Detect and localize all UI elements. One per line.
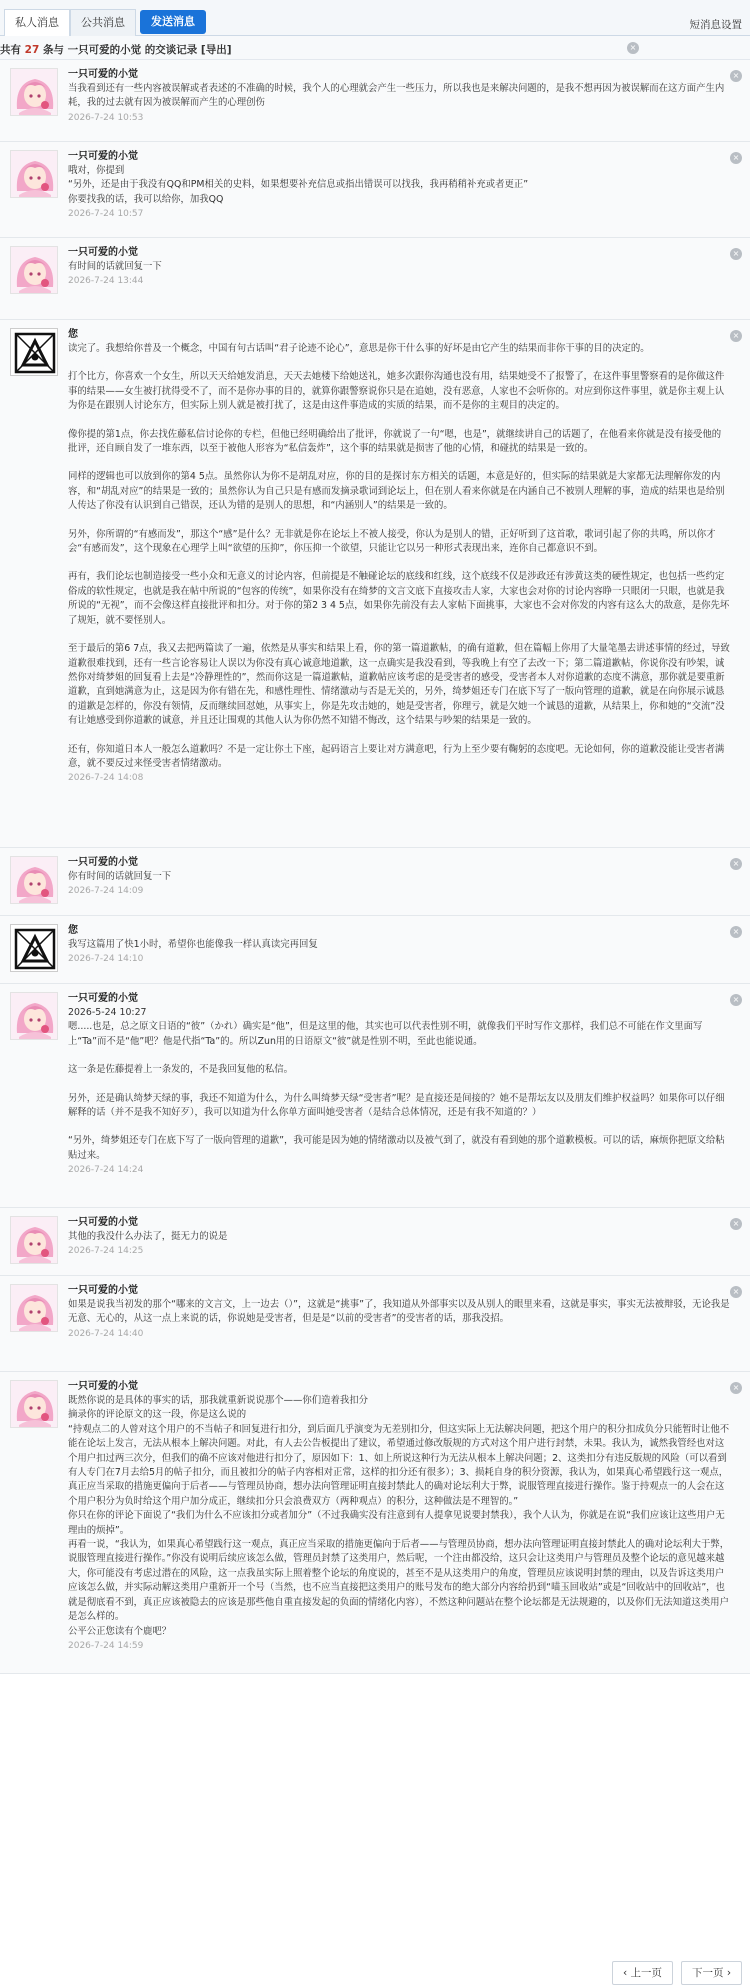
summary-middle: 条与 一只可爱的小觉 的交谈记录 [42, 44, 198, 56]
message-paragraph: 你只在你的评论下面说了“我们为什么不应该扣分或者加分”（不过我确实没有注意到有人提拿见说要封禁我），我个人认为，你就是在说“我们应该让这些用户无理由的烦掉”。 [68, 1510, 725, 1536]
send-message-button[interactable]: 发送消息 [140, 10, 206, 34]
message-paragraph: 再有，我们论坛也制造接受一些小众和无意义的讨论内容，但前提是不触碰论坛的底线和红线，这个底线不仅是涉政还有涉黄这类的硬性规定，也包括一些约定俗成的软性规定，也就是我在帖中所说的“包容的传统”，如果你没有在绮梦的文言文底下直接攻击人家，大家也会对你的讨论内容睁一只眼闭一只眼，也就是我所说的“无视”，而不会像这样直接批评和扣分。对于你的第2 3 4 5点，如果你先前没有去人家帖下面挑事，大家也不会对你发的内容有这么大的敌意，是你先坏了规矩，就不要怪别人。 [68, 571, 730, 626]
message-paragraph: 如果是说我当初发的那个“哪来的文言文，上一边去（）”，这就是“挑事”了，我知道从外部事实以及从别人的眼里来看，这就是事实，事实无法被辩驳，无论我是无意、无心的，从这一点上来说的话，你说她是受害者，但是是“以前的受害者”的受害者的话，那我没招。 [68, 1299, 730, 1325]
message-paragraph: “另外，还是由于我没有QQ和PM相关的史料，如果想要补充信息或指出错误可以找我，我再稍稍补充或者更正” [68, 179, 529, 191]
message-author[interactable]: 您 [68, 925, 78, 936]
next-page-button[interactable]: 下一页 › [681, 1961, 742, 1985]
message-author[interactable]: 您 [68, 329, 78, 340]
message-body [68, 992, 730, 1177]
message-list [0, 60, 750, 1674]
delete-message-icon[interactable]: × [730, 1382, 742, 1394]
delete-message-icon[interactable]: × [730, 858, 742, 870]
message-body [68, 1216, 730, 1258]
message-paragraph: 其他的我没什么办法了，挺无力的说是 [68, 1231, 228, 1242]
black-symbol-avatar[interactable] [10, 328, 58, 376]
anime-girl-avatar[interactable] [10, 150, 58, 198]
message-paragraph: 另外，你所谓的“有感而发”，那这个“感”是什么？无非就是你在论坛上不被人接受，你认为是别人的错，正好听到了这首歌，歌词引起了你的共鸣，所以你才会“有感而发”，这个现象在心理学上叫“欲望的压抑”，你压抑一个欲望，只能让它以另一种形式表现出来，连你自己都意识不到。 [68, 528, 716, 555]
message-item [0, 916, 750, 984]
message-content [68, 938, 730, 952]
message-paragraph: 再看一说，“我认为，如果真心希望践行这一观点，真正应当采取的措施更偏向于后者——与管理员协商，想办法向管理证明直接封禁此人的确对论坛利大于弊，说服管理直接进行操作。”你没有说明后续应该怎么做，管理员封禁了这类用户，然后呢，一个注由都没给，这只会让这类用户与管理员及整个论坛的意见越来越大，你可能没有考虑过潜在的风险，这一点我虽实际上照着整个论坛的角度说的，甚至不是从这类用户的角度，管理员应该说明封禁的理由，以及告诉这类用户应该怎么做，并实际动解这类用户重新开一个号（当然，也不应当直接把这类用户的账号发布的绝大部分内容给扔到“喵玉回收站”或是“回收站中的回收站”，也就是彻底看不到，真正应该被隐去的应该是那些他自重直接发起的负面的情绪化内容），不然这种问题站在整个论坛都是无法规避的，以及你们无法知道这类用户是怎么样的。 [68, 1539, 730, 1623]
message-author[interactable]: 一只可爱的小觉 [68, 993, 138, 1004]
message-item [0, 1276, 750, 1372]
message-content [68, 1394, 730, 1639]
message-timestamp: 2026-7-24 14:25 [68, 1246, 144, 1257]
delete-message-icon[interactable]: × [730, 1286, 742, 1298]
message-paragraph: 摘录你的评论原文的这一段，你是这么说的 [68, 1409, 247, 1421]
message-body [68, 246, 730, 288]
message-paragraph: 你要找我的话，我可以给你，加我QQ [68, 193, 224, 205]
message-paragraph: 公平公正您读有个鹿吧？ [68, 1625, 172, 1637]
message-author[interactable]: 一只可爱的小觉 [68, 857, 138, 868]
message-paragraph: 另外，还是确认绮梦天绿的事，我还不知道为什么，为什么叫绮梦天绿“受害者”呢？是直接还是间接的？她不是帮坛友以及朋友们维护权益吗？如果你可以仔细解释的话（并不是我不知好歹），我可以知道为什么你单方面叫她受害者（是结合总体情况，还是有我不知道的？） [68, 1092, 725, 1119]
message-content [68, 1006, 730, 1163]
tab-private-messages[interactable]: 私人消息 [4, 9, 70, 37]
message-paragraph: 嗯.....也是，总之原文日语的“彼”（かれ）确实是“他”，但是这里的他，其实也可以代表性别不明，就像我们平时写作文那样，我们总不可能在作文里面写上“Ta”而不是“他”吧？他是代指“Ta”的。所以Zun用的日语原文“彼”就是性别不明，至此也能说通。 [68, 1021, 703, 1047]
message-paragraph: 打个比方，你喜欢一个女生，所以天天给她发消息，天天去她楼下给她送礼，她多次跟你沟通也没有用，结果她受不了报警了，在这件事里警察看的是你做这件事的结果——女生被打扰得受不了，而不是你办事的目的，就算你跟警察说你只是在追她，没有恶意，人家也不会听你的。对应到你这件事里，就是你主观上认为你是在跟别人讨论东方，但实际上别人就是被打扰了，这是由这件事造成的实质的结果，而不是你的主观目的决定的。 [68, 371, 725, 412]
message-body [68, 924, 730, 966]
message-paragraph: “持观点二的人曾对这个用户的不当帖子和回复进行扣分，到后面几乎演变为无差别扣分，但这实际上无法解决问题，把这个用户的积分扣成负分只能暂时让他不能在论坛上发言，无法从根本上解决问题。对此，有人去公告板提出了建议，希望通过修改版规的方式对这个用户进行封禁，未果。我认为，诚然我管经也对这个用户扣过两三次分，但我们的确不应该对他进行扣分了，原因如下：1、如上所说这种行为无法从根本上解决问题；2、这类扣分有违反版规的风险（可以看到有人专门在7月去给5月的帖子扣分，而且被扣分的帖子内容相对正常，这样的扣分还有很多）；3、损耗自身的积分资源，我认为，如果真心希望践行这一观点，真正应当采取的措施更偏向于后者——与管理员协商，想办法向管理证明直接封禁此人的确对论坛利大于弊，说服管理直接进行操作。鉴于持观点一的人会在这个用户积分为负时给这个用户加分成正，继续扣分只会浪费双方（两种观点）的积分，这种做法是不理智的。” [68, 1423, 730, 1507]
message-timestamp: 2026-7-24 14:10 [68, 954, 144, 965]
delete-message-icon[interactable]: × [730, 248, 742, 260]
message-item [0, 984, 750, 1208]
message-paragraph: 我写这篇用了快1小时，希望你也能像我一样认真读完再回复 [68, 939, 318, 950]
anime-girl-avatar[interactable] [10, 992, 58, 1040]
message-paragraph: 读完了。我想给你普及一个概念，中国有句古话叫“君子论迹不论心”，意思是你干什么事的好坏是由它产生的结果而非你干事的目的决定的。 [68, 343, 650, 354]
anime-girl-avatar[interactable] [10, 246, 58, 294]
message-item [0, 238, 750, 320]
anime-girl-avatar[interactable] [10, 1216, 58, 1264]
message-timestamp: 2026-7-24 14:59 [68, 1640, 144, 1651]
message-content [68, 260, 730, 274]
message-paragraph: 同样的逻辑也可以放到你的第4 5点。虽然你认为你不是胡乱对应，你的目的是探讨东方相关的话题，本意是好的，但实际的结果就是大家都无法理解你发的内容，和“胡乱对应”的结果是一致的；虽然你认为自己只是有感而发摘录歌词到论坛上，但在别人看来你就是在内涵自己不被别人理解的事，造成的结果也是给别人传达了你没有认识到自己错误，还认为错的是别人的思想，和“内涵别人”的结果是一致的。 [68, 471, 725, 512]
message-timestamp: 2026-7-24 10:57 [68, 209, 144, 220]
message-body [68, 856, 730, 898]
message-body [68, 328, 730, 785]
message-paragraph: 这一条是佐藤提着上一条发的，不是我回复他的私信。 [68, 1064, 294, 1076]
message-paragraph: 像你提的第1点，你去找佐藤私信讨论你的专栏，但他已经明确给出了批评，你就说了一句“嗯，也是”，就继续讲自己的话题了，在他看来你就是没有接受他的批评，还自顾自发了一堆东西，以至于被他人形容为“私信轰炸”，这个事的结果就是损害了他的心情，和碰扰的结果是一致的。 [68, 428, 722, 455]
anime-girl-avatar[interactable] [10, 1284, 58, 1332]
message-timestamp: 2026-7-24 14:09 [68, 886, 144, 897]
message-timestamp: 2026-7-24 14:40 [68, 1328, 144, 1339]
message-author[interactable]: 一只可爱的小觉 [68, 1217, 138, 1228]
anime-girl-avatar[interactable] [10, 68, 58, 116]
prev-page-button[interactable]: ‹ 上一页 [612, 1961, 673, 1985]
message-content [68, 82, 730, 111]
message-content [68, 1298, 730, 1327]
delete-message-icon[interactable]: × [730, 70, 742, 82]
message-timestamp: 2026-7-24 10:53 [68, 112, 144, 123]
message-paragraph: 还有，你知道日本人一般怎么道歉吗？不是一定让你土下座，起码语言上要让对方满意吧，行为上至少要有鞠躬的态度吧。无论如何，你的道歉没能让受害者满意，就不要反过来怪受害者情绪激动。 [68, 743, 725, 769]
message-body [68, 68, 730, 125]
message-author[interactable]: 一只可爱的小觉 [68, 151, 138, 162]
message-paragraph: “另外，绮梦姐还专门在底下写了一版向管理的道歉”，我可能是因为她的情绪激动以及被气到了，就没有看到她的那个道歉模板。可以的话，麻烦你把原文给粘贴过来。 [68, 1135, 725, 1161]
message-timestamp: 2026-7-24 13:44 [68, 276, 144, 287]
message-author[interactable]: 一只可爱的小觉 [68, 247, 138, 258]
tab-bar [0, 0, 750, 36]
anime-girl-avatar[interactable] [10, 856, 58, 904]
conversation-summary [0, 36, 750, 60]
message-paragraph: 至于最后的第6 7点，我又去把两篇读了一遍，依然是从事实和结果上看，你的第一篇道歉帖，的确有道歉，但在篇幅上你用了大量笔墨去讲述事情的经过，导致道歉很难找到，还有一些言论容易让人误以为你没有真心诚意地道歉，这一点确实是我没看到，等我晚上有空了去改一下；第二篇道歉帖，你说你没有吵架，诚然你对绮梦姐的回复看上去是“冷静理性的”，然而你这是一篇道歉帖，道歉帖应该考虑的是受害者的感受，受害者本人对你道歉的态度不满意，那你就是要重新道歉，直到她满意为止，这是因为你有错在先，和感性理性、情绪激动与否是无关的，另外，绮梦姐还专门在底下写了一版向管理的道歉，就是在向你展示诚恳的道歉是怎样的，你没有领情，反而继续回怼她，从事实上，你是先攻击她的，她是受害者，你理亏，就是欠她一个诚恳的道歉，从结果上，你和她的“交流”没有让她感受到你道歉的诚意，并且还让围观的其他人认为你仍然不知错不悔改，这个结果与吵架的结果是一致的。 [68, 643, 730, 727]
delete-all-icon[interactable]: × [627, 42, 639, 54]
message-timestamp: 2026-7-24 14:08 [68, 773, 144, 784]
message-paragraph: 有时间的话就回复一下 [68, 261, 162, 272]
message-body [68, 150, 730, 221]
anime-girl-avatar[interactable] [10, 1380, 58, 1428]
message-item [0, 1372, 750, 1674]
message-paragraph: 当我看到还有一些内容被误解或者表述的不准确的时候，我个人的心理就会产生一些压力，所以我也是来解决问题的，是我不想再因为被误解而在这方面产生内耗，我的过去就有因为被误解而产生的心理创伤 [68, 83, 725, 109]
message-settings-link[interactable]: 短消息设置 [689, 19, 742, 31]
message-body [68, 1284, 730, 1341]
message-content [68, 342, 730, 771]
delete-message-icon[interactable]: × [730, 994, 742, 1006]
pagination [0, 1948, 750, 1988]
message-content [68, 164, 730, 207]
delete-message-icon[interactable]: × [730, 330, 742, 342]
message-content [68, 1230, 730, 1244]
message-item [0, 320, 750, 848]
message-item [0, 142, 750, 238]
delete-message-icon[interactable]: × [730, 152, 742, 164]
message-author[interactable]: 一只可爱的小觉 [68, 69, 138, 80]
tab-public-messages[interactable]: 公共消息 [70, 9, 136, 36]
message-paragraph: 既然你说的是具体的事实的话，那我就重新说说那个——你们造着我扣分 [68, 1395, 369, 1406]
message-author[interactable]: 一只可爱的小觉 [68, 1381, 138, 1392]
delete-message-icon[interactable]: × [730, 926, 742, 938]
message-paragraph: 哦对，你提到 [68, 165, 125, 176]
message-count: 27 [24, 44, 40, 56]
delete-message-icon[interactable]: × [730, 1218, 742, 1230]
message-item [0, 848, 750, 916]
export-link[interactable]: [导出] [200, 44, 232, 56]
message-timestamp: 2026-7-24 14:24 [68, 1165, 144, 1176]
summary-prefix: 共有 [0, 44, 21, 56]
message-paragraph: 你有时间的话就回复一下 [68, 871, 172, 882]
message-item [0, 1208, 750, 1276]
message-body [68, 1380, 730, 1653]
message-author[interactable]: 一只可爱的小觉 [68, 1285, 138, 1296]
message-item [0, 60, 750, 142]
message-content [68, 870, 730, 884]
message-paragraph: 2026-5-24 10:27 [68, 1007, 147, 1018]
black-symbol-avatar[interactable] [10, 924, 58, 972]
summary-text [0, 42, 232, 57]
